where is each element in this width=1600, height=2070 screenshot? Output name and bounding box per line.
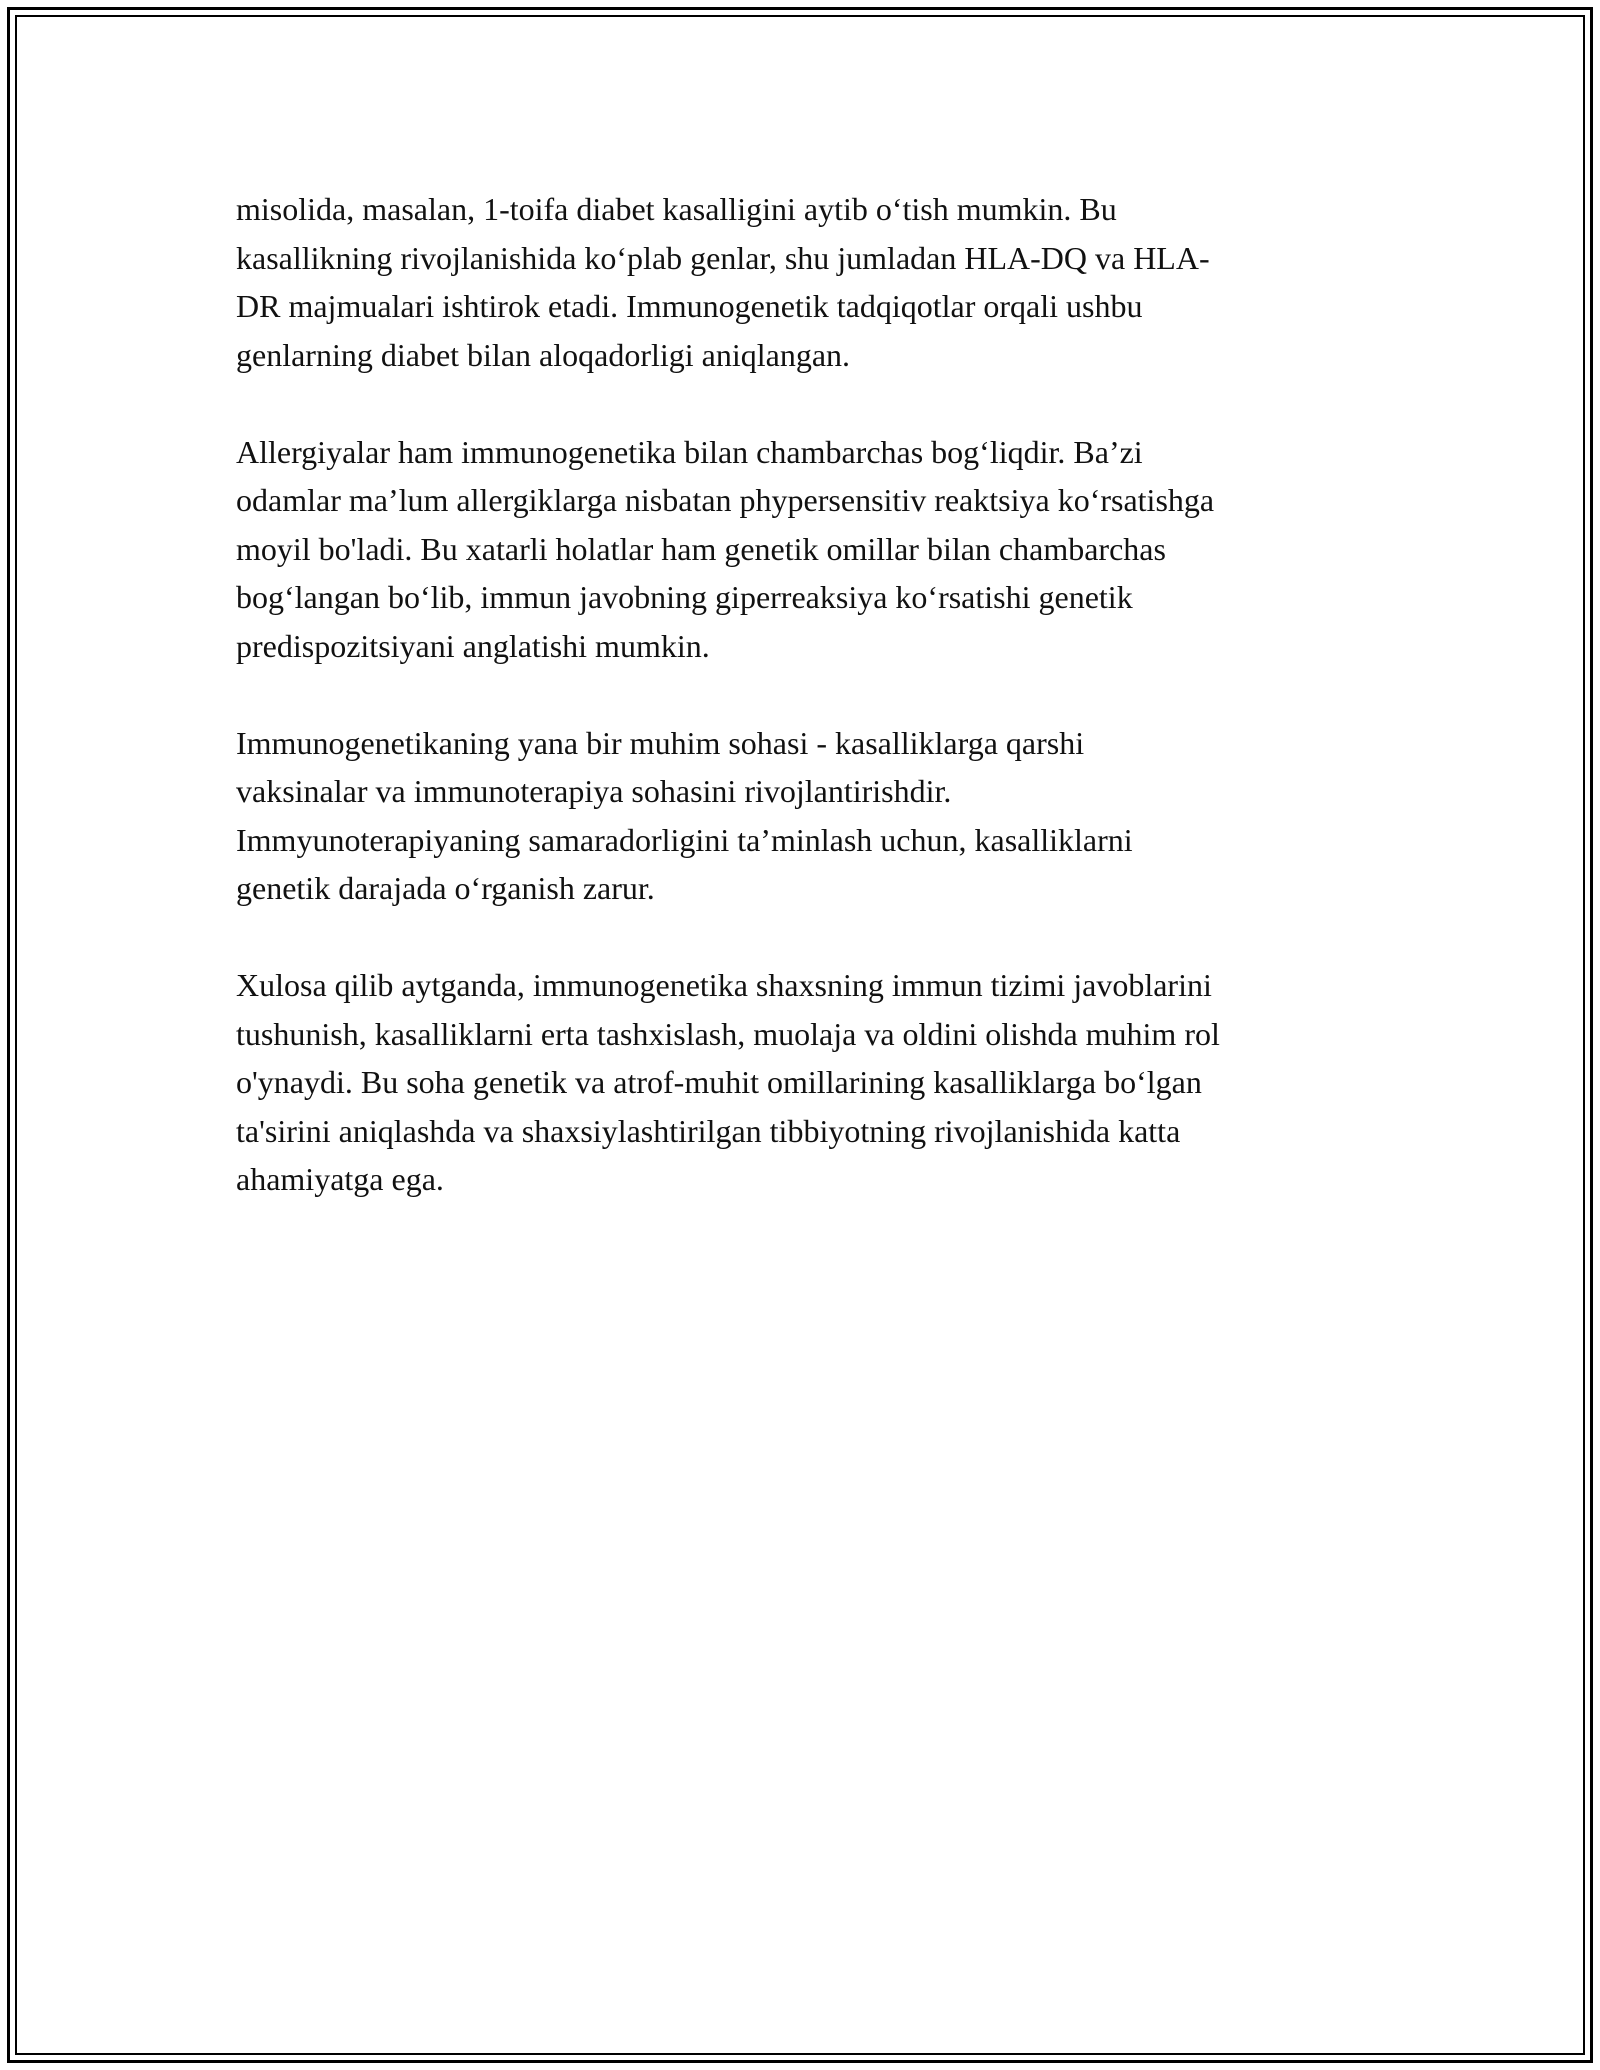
document-body [236,185,1364,1252]
paragraph-diabetes: misolida, masalan, 1-toifa diabet kasalligini aytib o‘tish mumkin. Bu kasallikning rivojlanishida ko‘plab genlar, shu jumladan HLA-DQ va HLA- DR majmualari ishtirok etadi. Immunogenetik tadqiqotlar orqali ushbu genlarning diabet bilan aloqadorligi aniqlangan. [236,191,1210,373]
paragraph-allergies: Allergiyalar ham immunogenetika bilan chambarchas bog‘liqdir. Ba’zi odamlar ma’lum allergiklarga nisbatan phypersensitiv reaktsiya ko‘rsatishga moyil bo'ladi. Bu xatarli holatlar ham genetik omillar bilan chambarchas bog‘langan bo‘lib, immun javobning giperreaksiya ko‘rsatishi genetik predispozitsiyani anglatishi mumkin. [236,433,1215,664]
paragraph-vaccines: Immunogenetikaning yana bir muhim sohasi - kasalliklarga qarshi vaksinalar va immunoterapiya sohasini rivojlantirishdir. Immyunoterapiyaning samaradorligini ta’minlash uchun, kasalliklarni genetik darajada o‘rganish zarur. [236,724,1133,906]
paragraph-conclusion: Xulosa qilib aytganda, immunogenetika shaxsning immun tizimi javoblarini tushunish, kasalliklarni erta tashxislash, muolaja va oldini olishda muhim rol o'ynaydi. Bu soha genetik va atrof-muhit omillarining kasalliklarga bo‘lgan ta'sirini aniqlashda va shaxsiylashtirilgan tibbiyotning rivojlanishida katta ahamiyatga ega. [236,967,1220,1197]
